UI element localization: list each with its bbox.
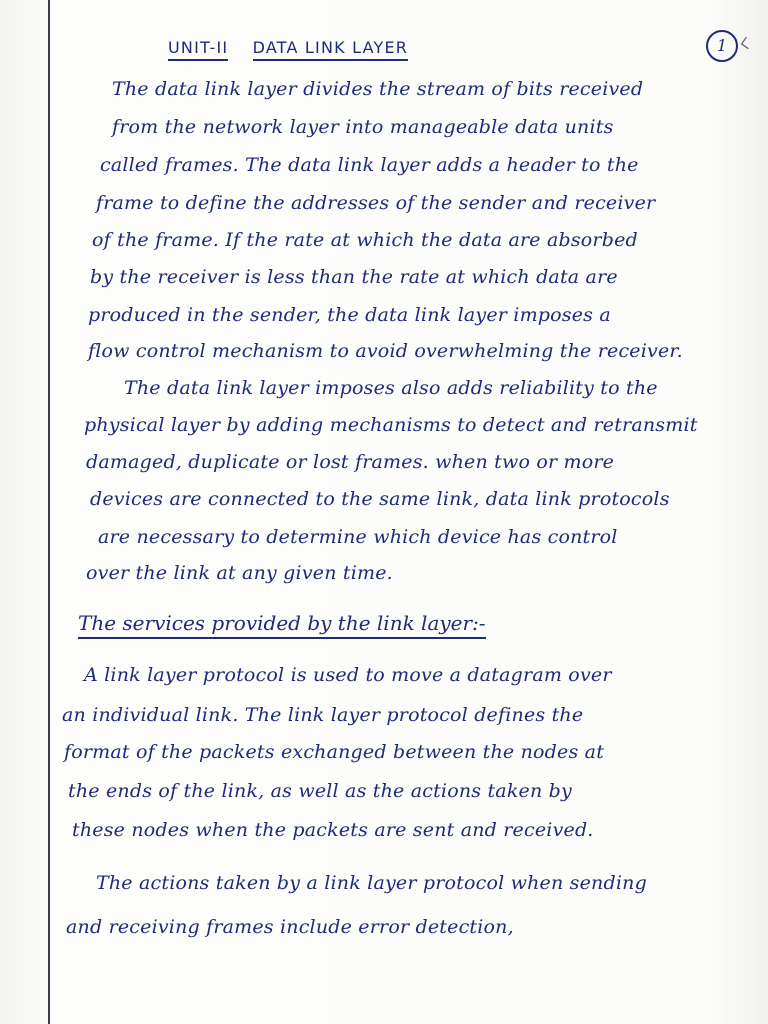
para3-line-4: the ends of the link, as well as the actions taken by [68, 780, 572, 802]
para2-line-2: physical layer by adding mechanisms to detect and retransmit [84, 414, 698, 436]
para4-line-2: and receiving frames include error detection, [66, 916, 514, 938]
margin-line [48, 0, 50, 1024]
para1-line-6: by the receiver is less than the rate at which data are [90, 266, 618, 288]
para1-line-3: called frames. The data link layer adds a header to the [100, 154, 639, 176]
para1-line-7: produced in the sender, the data link layer imposes a [88, 304, 611, 326]
chapter-title: DATA LINK LAYER [253, 38, 408, 61]
para1-line-5: of the frame. If the rate at which the data are absorbed [92, 229, 638, 251]
para2-line-5: are necessary to determine which device has control [98, 526, 618, 548]
para4-line-1: The actions taken by a link layer protocol when sending [96, 872, 647, 894]
para3-line-3: format of the packets exchanged between the nodes at [64, 741, 605, 763]
corner-mark: ∟ [735, 31, 758, 56]
para1-line-2: from the network layer into manageable data units [112, 116, 614, 138]
para2-line-4: devices are connected to the same link, data link protocols [90, 488, 670, 510]
page-title [168, 38, 408, 57]
unit-label: UNIT-II [168, 38, 228, 61]
para3-line-2: an individual link. The link layer protocol defines the [62, 704, 584, 726]
para2-line-6: over the link at any given time. [86, 562, 393, 584]
para2-line-3: damaged, duplicate or lost frames. when two or more [86, 451, 615, 473]
section-heading: The services provided by the link layer:- [78, 611, 486, 639]
page-number: 1 [706, 30, 738, 62]
para3-line-1: A link layer protocol is used to move a datagram over [84, 664, 612, 686]
para1-line-8: flow control mechanism to avoid overwhelming the receiver. [88, 340, 683, 362]
para1-line-1: The data link layer divides the stream of bits received [112, 78, 644, 100]
para2-line-1: The data link layer imposes also adds reliability to the [124, 377, 658, 399]
para1-line-4: frame to define the addresses of the sender and receiver [96, 192, 656, 214]
para3-line-5: these nodes when the packets are sent and received. [72, 819, 594, 841]
